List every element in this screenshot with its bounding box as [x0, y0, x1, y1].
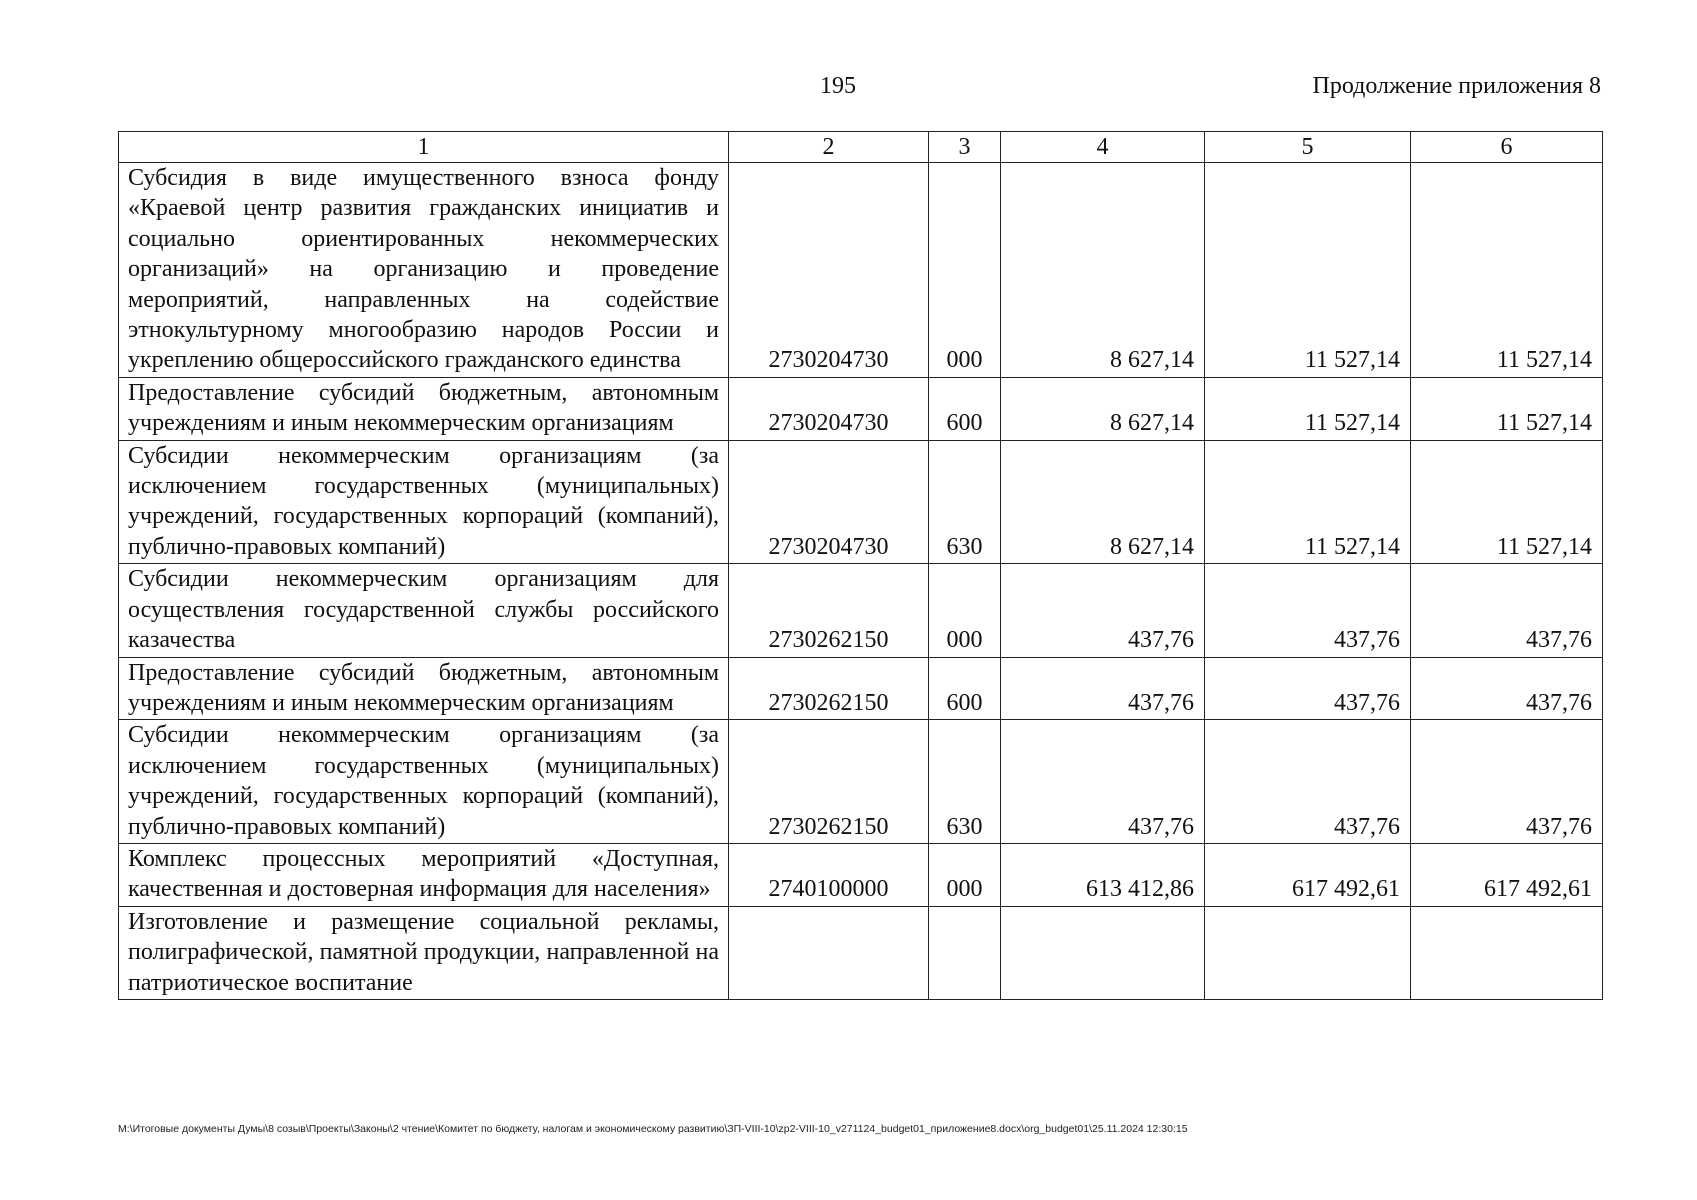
document-file-path: М:\Итоговые документы Думы\8 созыв\Проекты\Законы\2 чтение\Комитет по бюджету, налогам и экономическому развитию\ЗП-VIII-10\zp2-VIII-10_v271124_budget01_приложение8.docx\org_budget01\25.11.2024 12:30:15	[118, 1123, 1188, 1135]
amount-col-6: 437,76	[1411, 657, 1603, 720]
table-row	[119, 377, 1603, 440]
table-row	[119, 564, 1603, 657]
expense-type-code: 600	[929, 377, 1001, 440]
target-article-code: 2730262150	[729, 564, 929, 657]
item-name: Субсидия в виде имущественного взноса фонду «Краевой центр развития гражданских инициатив и социально ориентированных некоммерческих организаций» на организацию и проведение мероприятий, направленных на содействие этнокультурному многообразию народов России и укреплению общероссийского гражданского единства	[119, 163, 729, 378]
amount-col-5: 11 527,14	[1205, 440, 1411, 564]
amount-col-4	[1001, 906, 1205, 999]
amount-col-4: 437,76	[1001, 720, 1205, 844]
target-article-code: 2730262150	[729, 720, 929, 844]
amount-col-5: 437,76	[1205, 657, 1411, 720]
column-header-1: 1	[119, 132, 729, 163]
amount-col-5	[1205, 906, 1411, 999]
table-row	[119, 906, 1603, 999]
column-header-5: 5	[1205, 132, 1411, 163]
amount-col-6: 437,76	[1411, 720, 1603, 844]
amount-col-6: 11 527,14	[1411, 163, 1603, 378]
amount-col-6: 437,76	[1411, 564, 1603, 657]
target-article-code: 2730204730	[729, 163, 929, 378]
amount-col-4: 8 627,14	[1001, 440, 1205, 564]
table-row	[119, 720, 1603, 844]
amount-col-5: 437,76	[1205, 564, 1411, 657]
target-article-code: 2730262150	[729, 657, 929, 720]
amount-col-6: 617 492,61	[1411, 843, 1603, 906]
item-name: Субсидии некоммерческим организациям (за исключением государственных (муниципальных) учреждений, государственных корпораций (компаний), публично-правовых компаний)	[119, 720, 729, 844]
item-name: Комплекс процессных мероприятий «Доступная, качественная и достоверная информация для населения»	[119, 843, 729, 906]
amount-col-6: 11 527,14	[1411, 440, 1603, 564]
amount-col-4: 8 627,14	[1001, 377, 1205, 440]
expense-type-code: 630	[929, 720, 1001, 844]
appendix-continuation-label: Продолжение приложения 8	[1312, 73, 1601, 99]
target-article-code	[729, 906, 929, 999]
amount-col-6: 11 527,14	[1411, 377, 1603, 440]
expense-type-code: 630	[929, 440, 1001, 564]
item-name: Предоставление субсидий бюджетным, автономным учреждениям и иным некоммерческим организациям	[119, 377, 729, 440]
expense-type-code: 000	[929, 163, 1001, 378]
target-article-code: 2730204730	[729, 377, 929, 440]
amount-col-4: 613 412,86	[1001, 843, 1205, 906]
column-header-3: 3	[929, 132, 1001, 163]
item-name: Изготовление и размещение социальной рекламы, полиграфической, памятной продукции, направленной на патриотическое воспитание	[119, 906, 729, 999]
amount-col-4: 437,76	[1001, 564, 1205, 657]
target-article-code: 2730204730	[729, 440, 929, 564]
amount-col-4: 437,76	[1001, 657, 1205, 720]
table-row	[119, 163, 1603, 378]
table-row	[119, 657, 1603, 720]
amount-col-5: 11 527,14	[1205, 377, 1411, 440]
item-name: Предоставление субсидий бюджетным, автономным учреждениям и иным некоммерческим организациям	[119, 657, 729, 720]
expense-type-code: 000	[929, 843, 1001, 906]
expense-type-code: 000	[929, 564, 1001, 657]
column-header-4: 4	[1001, 132, 1205, 163]
item-name: Субсидии некоммерческим организациям (за исключением государственных (муниципальных) учреждений, государственных корпораций (компаний), публично-правовых компаний)	[119, 440, 729, 564]
amount-col-5: 617 492,61	[1205, 843, 1411, 906]
table-row	[119, 440, 1603, 564]
column-header-6: 6	[1411, 132, 1603, 163]
expense-type-code: 600	[929, 657, 1001, 720]
column-header-2: 2	[729, 132, 929, 163]
amount-col-5: 11 527,14	[1205, 163, 1411, 378]
amount-col-4: 8 627,14	[1001, 163, 1205, 378]
target-article-code: 2740100000	[729, 843, 929, 906]
table-row	[119, 843, 1603, 906]
budget-table	[118, 131, 1603, 1000]
item-name: Субсидии некоммерческим организациям для осуществления государственной службы российского казачества	[119, 564, 729, 657]
page-number: 195	[820, 73, 856, 99]
amount-col-5: 437,76	[1205, 720, 1411, 844]
column-number-row	[119, 132, 1603, 163]
amount-col-6	[1411, 906, 1603, 999]
expense-type-code	[929, 906, 1001, 999]
